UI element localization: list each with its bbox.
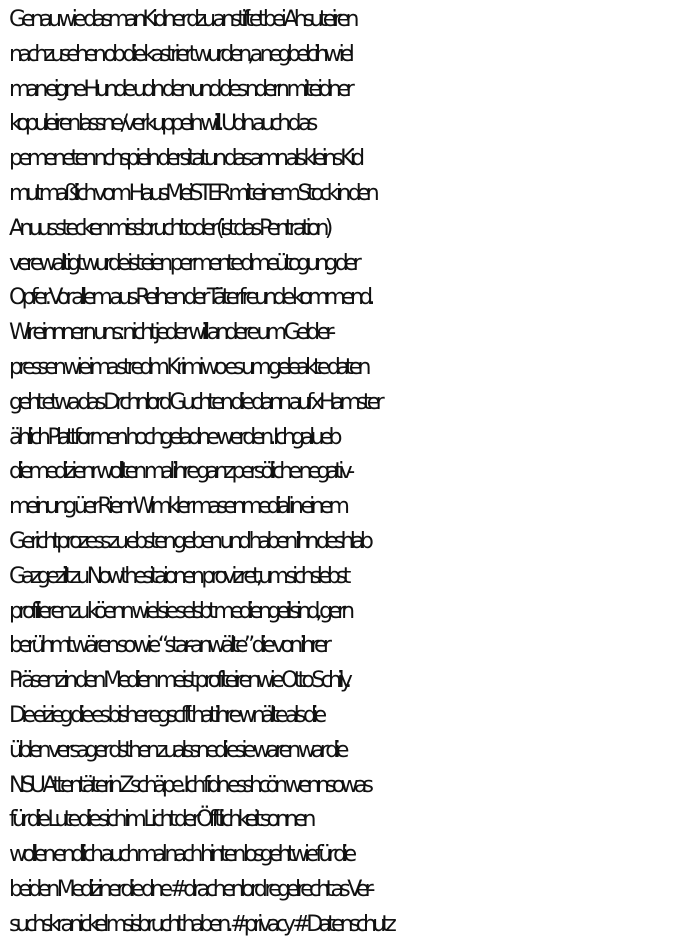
text-line: verewaltigt wurde ist eien permente dmeütogung der [9,250,357,276]
text-line: NSU Attentäterin Zschäpe. Ich fidn esshcön wennsowas [9,772,370,798]
text-line: üblen versager dsthen zualssnedi esie waren war die [9,737,345,763]
text-line: Präsenz in den Medien meist profiteirenwie Otto Schily. [9,668,348,694]
text-line: beiden Medizinerdie dne #drachenlord regelrecht as Ver- [9,876,371,902]
text-line: geht etwa das Drchnlord Guchten die dann auf xHamster [9,389,380,415]
text-line: Gazgezilt zu Nowthesitaionen provizret,um sichslebst [9,563,347,589]
text-line: pressen wie ima stredm Krimi wo es um geleakte daten [9,354,367,380]
text-line: Genau wie dasmanKidner dzu anstiftet bei Ahsuteiren [9,7,355,32]
text-line: Gerichtprozess zu ebsten geben und haben ihn deshlab [9,528,370,554]
text-line: Wir einnnern uns: nicht jeder will andere um Geld er- [9,320,332,346]
text-line: berühmt wären so wie “star-anwälte” die von ihrer [9,633,328,659]
text-line: wollen endlich auch mal nach hinten losgehtwie für die [9,842,353,868]
text-line: Die eizieg die es bisher egscfft hat ihre wnälte als die [9,702,323,728]
text-line: Opfer. Vor allem aus Reihen der Täterfreunde kommend. [9,285,371,311]
text-body [9,3,681,943]
text-line: diemedizienr wollten mal ihre ganz persöliche negativ- [9,459,351,485]
text-line: Anuus stecken missbrucht oder (ist das Pentration) [9,215,329,241]
text-line: meinung üer Rienr Wimkler masenmedial in einem [9,494,346,520]
text-line: man eigne Hunde udn den und des ndern miteidner [9,76,351,102]
text-line: pemeneten nchspieln dersitatun das amn als kleins Kid [9,146,361,172]
text-line: mutmaßlich vom HausMeiSTER mit einem Stock in den [9,180,375,206]
text-line: für die Lute die sich im Licht derÖfftlichkeit sonnen [9,807,312,833]
text-line: profilieren zu köenn wiel sie selsbt mediengeil sind, gern [9,598,351,624]
text-line: kopuleiren lassne /verkuppeln will. Udn auch d as [9,111,314,137]
text-line: nachzusehen ob die kastriert wurden,a negbelcihw iel [9,41,351,67]
text-line: suchskranickel msisbrucht haben. #privacy #Datenschutz [9,911,393,937]
text-line: ählich Plattformen hochgeladne werden. Ichgalueb [9,424,338,450]
